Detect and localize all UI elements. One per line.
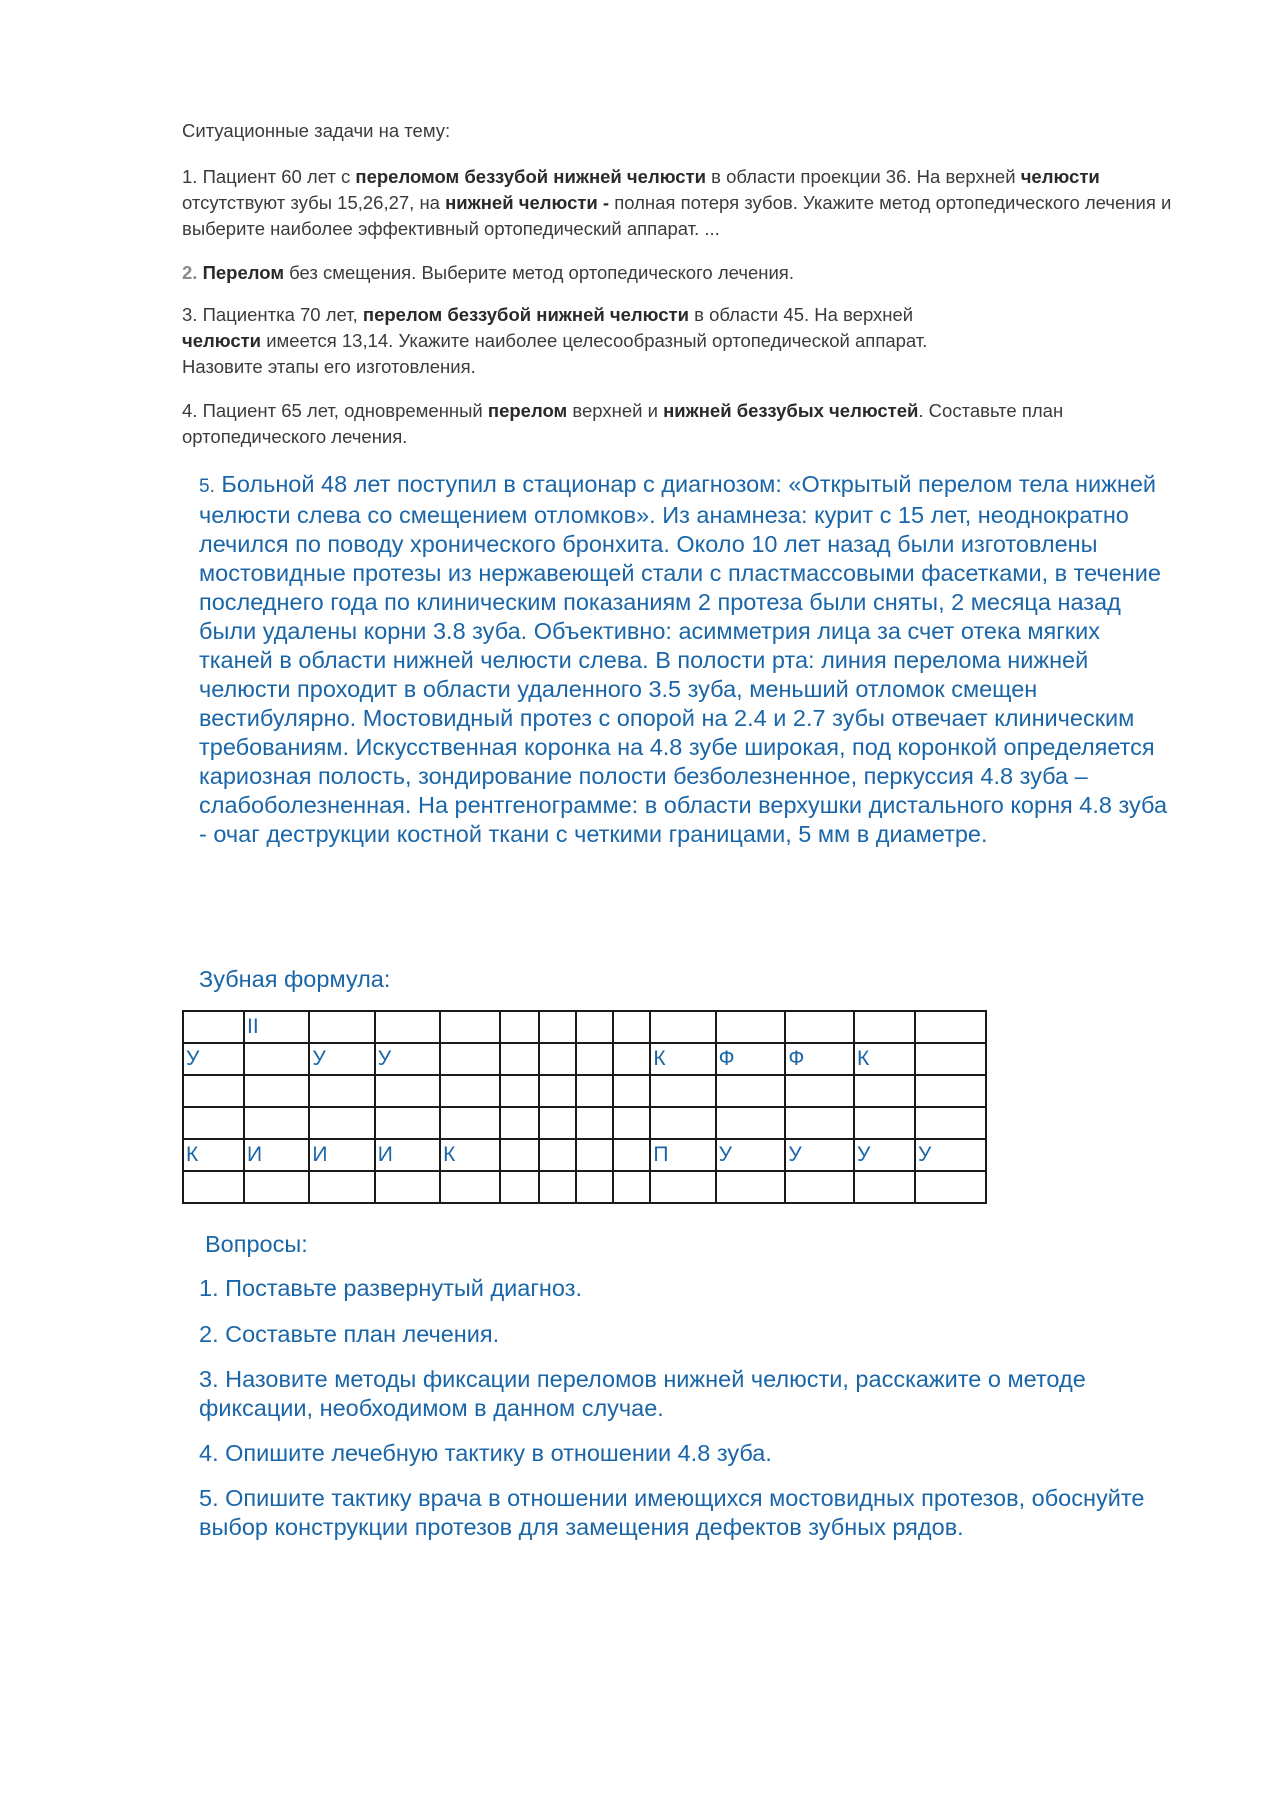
formula-cell: Ф (785, 1043, 854, 1075)
formula-cell: К (650, 1043, 715, 1075)
formula-cell (915, 1011, 986, 1043)
formula-cell: И (309, 1139, 374, 1171)
formula-row (183, 1043, 986, 1075)
formula-cell (500, 1043, 539, 1075)
formula-cell: У (915, 1139, 986, 1171)
formula-cell: К (854, 1043, 915, 1075)
formula-cell (539, 1011, 576, 1043)
question-1: 1. Поставьте развернутый диагноз. (199, 1275, 583, 1301)
formula-cell (716, 1011, 786, 1043)
formula-cell (375, 1171, 440, 1203)
formula-cell (716, 1075, 786, 1107)
formula-cell (500, 1171, 539, 1203)
formula-cell (915, 1043, 986, 1075)
formula-cell (244, 1171, 309, 1203)
formula-cell (539, 1043, 576, 1075)
formula-cell (539, 1171, 576, 1203)
formula-cell (650, 1107, 715, 1139)
formula-cell (244, 1043, 309, 1075)
formula-cell (500, 1075, 539, 1107)
formula-cell: У (854, 1139, 915, 1171)
formula-cell (244, 1107, 309, 1139)
formula-cell (785, 1075, 854, 1107)
formula-cell (915, 1075, 986, 1107)
formula-cell (576, 1139, 613, 1171)
formula-cell (854, 1075, 915, 1107)
formula-cell (440, 1043, 500, 1075)
formula-cell (613, 1107, 650, 1139)
formula-cell (613, 1043, 650, 1075)
formula-cell: К (183, 1139, 244, 1171)
questions-label: Вопросы: (205, 1231, 308, 1257)
formula-row (183, 1011, 986, 1043)
formula-cell (576, 1171, 613, 1203)
question-3: 3. Назовите методы фиксации переломов нижней челюсти, расскажите о методе фиксации, необходимом в данном случае. (199, 1366, 1086, 1421)
formula-cell (309, 1171, 374, 1203)
formula-cell (309, 1011, 374, 1043)
formula-cell: У (785, 1139, 854, 1171)
formula-cell (613, 1139, 650, 1171)
formula-cell (915, 1171, 986, 1203)
formula-label: Зубная формула: (199, 966, 391, 992)
formula-cell (539, 1107, 576, 1139)
formula-cell (613, 1075, 650, 1107)
formula-cell (613, 1011, 650, 1043)
formula-row (183, 1171, 986, 1203)
formula-cell (854, 1011, 915, 1043)
formula-cell (650, 1171, 715, 1203)
formula-cell (576, 1043, 613, 1075)
formula-cell (915, 1107, 986, 1139)
formula-cell (440, 1011, 500, 1043)
formula-cell (500, 1107, 539, 1139)
formula-cell (183, 1011, 244, 1043)
formula-cell (183, 1075, 244, 1107)
question-2: 2. Составьте план лечения. (199, 1321, 500, 1347)
task-2: 2. Перелом без смещения. Выберите метод ортопедического лечения. (182, 262, 794, 283)
formula-cell (375, 1011, 440, 1043)
formula-cell: У (716, 1139, 786, 1171)
formula-cell (375, 1107, 440, 1139)
formula-cell (785, 1011, 854, 1043)
task-4: 4. Пациент 65 лет, одновременный перелом верхней и нижней беззубых челюстей. Составьте план ортопедического лечения. (182, 400, 1064, 447)
formula-cell (244, 1075, 309, 1107)
formula-cell (785, 1171, 854, 1203)
formula-cell (650, 1075, 715, 1107)
formula-cell: У (309, 1043, 374, 1075)
formula-cell (650, 1011, 715, 1043)
formula-cell (183, 1171, 244, 1203)
formula-cell: И (375, 1139, 440, 1171)
formula-cell (854, 1171, 915, 1203)
formula-cell (576, 1107, 613, 1139)
formula-cell (716, 1171, 786, 1203)
formula-cell (309, 1075, 374, 1107)
formula-cell: П (650, 1139, 715, 1171)
formula-cell (716, 1107, 786, 1139)
formula-row (183, 1139, 986, 1171)
formula-cell (500, 1139, 539, 1171)
formula-row (183, 1075, 986, 1107)
formula-cell (576, 1075, 613, 1107)
formula-cell: К (440, 1139, 500, 1171)
formula-cell: У (375, 1043, 440, 1075)
formula-cell (440, 1107, 500, 1139)
formula-cell (500, 1011, 539, 1043)
formula-cell (440, 1171, 500, 1203)
formula-cell (613, 1171, 650, 1203)
formula-row (183, 1107, 986, 1139)
dental-formula-table (182, 1010, 987, 1204)
formula-cell (539, 1075, 576, 1107)
formula-cell: Ф (716, 1043, 786, 1075)
formula-cell: И (244, 1139, 309, 1171)
formula-cell (785, 1107, 854, 1139)
formula-cell (309, 1107, 374, 1139)
page-heading: Ситуационные задачи на тему: (182, 120, 451, 141)
formula-cell: II (244, 1011, 309, 1043)
formula-cell (375, 1075, 440, 1107)
formula-cell (440, 1075, 500, 1107)
question-4: 4. Опишите лечебную тактику в отношении 4.8 зуба. (199, 1440, 772, 1466)
formula-cell (576, 1011, 613, 1043)
formula-cell (539, 1139, 576, 1171)
question-5: 5. Опишите тактику врача в отношении имеющихся мостовидных протезов, обоснуйте выбор конструкции протезов для замещения дефектов зубных рядов. (199, 1485, 1145, 1540)
formula-cell (183, 1107, 244, 1139)
task-5: 5. Больной 48 лет поступил в стационар с диагнозом: «Открытый перелом тела нижней челюсти слева со смещением отломков». Из анамнеза: курит с 15 лет, неоднократно лечился по поводу хронического бронхита. Около 10 лет назад были изготовлены мостовидные протезы из нержавеющей стали с пластмассовыми фасетками, в течение последнего года по клиническим показаниям 2 протеза были сняты, 2 месяца назад были удалены корни 3.8 зуба. Объективно: асимметрия лица за счет отека мягких тканей в области нижней челюсти слева. В полости рта: линия перелома нижней челюсти проходит в области удаленного 3.5 зуба, меньший отломок смещен вестибулярно. Мостовидный протез с опорой на 2.4 и 2.7 зубы отвечает клиническим требованиям. Искусственная коронка на 4.8 зубе широкая, под коронкой определяется кариозная полость, зондирование полости безболезненное, перкуссия 4.8 зуба – слабоболезненная. На рентгенограмме: в области верхушки дистального корня 4.8 зуба - очаг деструкции костной ткани с четкими границами, 5 мм в диаметре. (199, 471, 1168, 847)
formula-cell (854, 1107, 915, 1139)
task-3: 3. Пациентка 70 лет, перелом беззубой нижней челюсти в области 45. На верхней челюсти имеется 13,14. Укажите наиболее целесообразный ортопедической аппарат. Назовите этапы его изготовления. (182, 304, 928, 377)
formula-cell: У (183, 1043, 244, 1075)
task-1: 1. Пациент 60 лет с переломом беззубой нижней челюсти в области проекции 36. На верхней челюсти отсутствуют зубы 15,26,27, на нижней челюсти - полная потеря зубов. Укажите метод ортопедического лечения и выберите наиболее эффективный ортопедический аппарат. ... (182, 166, 1172, 239)
